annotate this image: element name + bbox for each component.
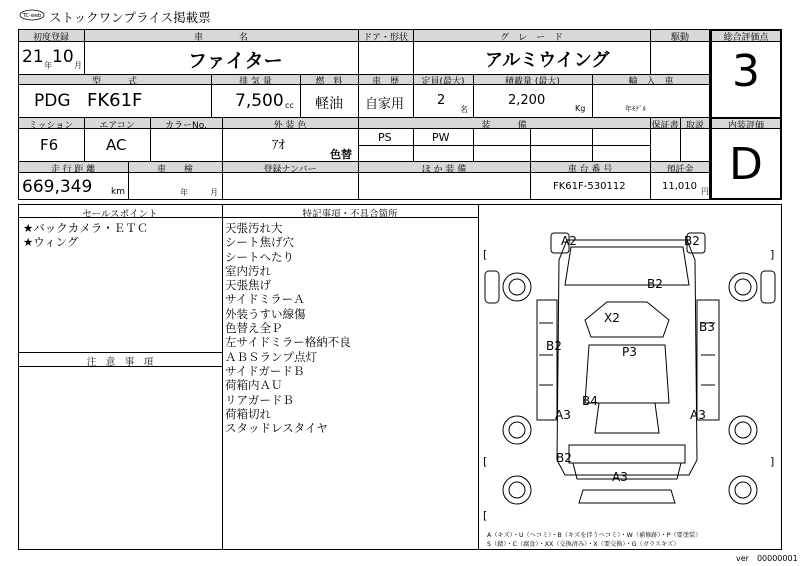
model-prefix: PDG	[34, 91, 71, 111]
label-inspection: 車 検	[156, 165, 193, 175]
label-capacity: 定員(最大)	[421, 77, 465, 87]
label-load: 積載量 (最大)	[505, 77, 560, 87]
list-item: 室内汚れ	[225, 263, 271, 278]
exterior-color: ｱｵ	[272, 138, 285, 153]
reg-year: 21	[22, 47, 44, 67]
label-exterior-color: 外 装 色	[273, 121, 307, 131]
equip-ps: PS	[378, 131, 392, 144]
list-item: サイドミラーＡ	[225, 292, 305, 307]
mark-b3: B3	[699, 320, 715, 334]
damage-diagram	[479, 205, 781, 549]
list-item: スタッドレスタイヤ	[225, 421, 328, 436]
displacement: 7,500	[235, 91, 284, 111]
label-drive: 駆動	[670, 33, 689, 43]
load: 2,200	[508, 93, 546, 108]
label-history: 車 歴	[371, 77, 399, 87]
mark-b2-left: B2	[546, 339, 562, 353]
deposit-unit: 円	[701, 187, 709, 196]
label-mission: ミッション	[28, 121, 74, 131]
label-mileage: 走 行 距 離	[50, 165, 96, 175]
reg-year-unit: 年	[44, 61, 52, 70]
label-other-equipment: ほ か 装 備	[421, 165, 467, 175]
mark-a3-left: A3	[555, 408, 571, 422]
label-model: 型 式	[91, 77, 137, 87]
capacity: 2	[437, 93, 446, 108]
reg-month: 10	[52, 47, 74, 67]
label-manual: 取説	[685, 121, 704, 131]
list-item: 天張焦げ	[225, 278, 271, 293]
label-fuel: 燃 料	[315, 77, 343, 87]
label-reg-number: 登録ナンバー	[263, 165, 317, 175]
reg-month-unit: 月	[74, 61, 82, 70]
model-year: 年ﾓﾃﾞﾙ	[625, 105, 646, 113]
sales-point-list	[23, 221, 148, 250]
list-item: リアガードＢ	[225, 392, 294, 407]
mark-b2-top: B2	[684, 234, 700, 248]
aircon: AC	[106, 136, 127, 154]
color-changed: 色替	[330, 148, 352, 161]
label-first-reg: 初度登録	[32, 33, 69, 43]
notes-list	[225, 221, 351, 435]
label-total-score: 総合評価点	[723, 33, 769, 43]
label-warranty: 保証書	[651, 121, 679, 131]
label-import: 輸 入 車	[628, 77, 674, 87]
list-item: ★ウィング	[23, 235, 79, 250]
version: ver 00000001	[736, 554, 798, 563]
mark-b4: B4	[582, 394, 598, 408]
mark-x2: X2	[604, 311, 620, 325]
car-name: ファイター	[188, 50, 283, 72]
grade: アルミウイング	[485, 50, 610, 71]
mark-b2-bottom: B2	[556, 451, 572, 465]
mark-a3-bottom: A3	[612, 470, 628, 484]
label-sales-point: セールスポイント	[82, 209, 158, 220]
mission: F6	[40, 136, 59, 154]
deposit: 11,010	[662, 181, 697, 192]
displacement-unit: cc	[285, 101, 294, 110]
svg-text:[: [	[483, 248, 488, 261]
svg-text:[: [	[483, 455, 488, 468]
load-unit: Kg	[575, 104, 586, 113]
list-item: 天張汚れ大	[225, 221, 283, 235]
list-item: 荷箱内ＡＵ	[225, 378, 283, 393]
capacity-unit: 名	[460, 105, 468, 114]
mark-a3-right: A3	[690, 408, 706, 422]
fuel: 軽油	[315, 96, 343, 112]
label-caution: 注 意 事 項	[86, 357, 154, 368]
list-item: 左サイドミラー格納不良	[225, 335, 351, 350]
label-equipment: 装 備	[481, 121, 527, 131]
svg-text:]: ]	[770, 248, 775, 261]
chassis-no: FK61F-530112	[553, 181, 626, 192]
page-title: ストックワンプライス掲載票	[49, 10, 211, 25]
label-interior-score: 内装評価	[727, 121, 764, 131]
inspection-year: 年	[180, 188, 188, 197]
svg-text:[: [	[483, 509, 488, 522]
interior-score: D	[729, 139, 763, 190]
list-item: シートへたり	[225, 249, 294, 264]
mark-p3: P3	[622, 345, 637, 359]
mark-a2: A2	[561, 234, 577, 248]
label-notes: 特記事項・不具合箇所	[302, 209, 398, 220]
list-item: シート焦げ穴	[225, 235, 294, 250]
label-displacement: 排 気 量	[239, 77, 272, 87]
history: 自家用	[365, 97, 405, 112]
list-item: 外装うすい線傷	[225, 306, 306, 321]
logo	[19, 7, 45, 21]
svg-text:]: ]	[770, 455, 775, 468]
label-grade: グ レ ー ド	[499, 33, 563, 43]
mileage-unit: km	[111, 187, 125, 197]
equip-pw: PW	[432, 131, 450, 144]
list-item: 色替え全Ｐ	[225, 321, 283, 336]
label-deposit: 預託金	[666, 165, 694, 175]
label-door-shape: ドア・形状	[363, 33, 408, 43]
list-item: サイドガードＢ	[225, 363, 305, 378]
svg-text:TC-web: TC-web	[22, 13, 42, 19]
inspection-month: 月	[210, 188, 218, 197]
list-item: ★バックカメラ・ＥＴＣ	[23, 221, 149, 235]
total-score: 3	[732, 46, 760, 97]
legend-line-1: A（キズ）・U（ヘコミ）・B（キズを伴うヘコミ）・W（補修跡）・P（要塗装）	[487, 532, 702, 539]
mark-b2-upper: B2	[647, 277, 663, 291]
label-color-no: カラーNo.	[165, 121, 207, 131]
legend-line-2: S（錆）・C（腐食）・XX（交換済み）・X（要交換）・G（ガラスキズ）	[487, 541, 680, 548]
label-chassis-no: 車 台 番 号	[567, 165, 613, 175]
list-item: 荷箱切れ	[225, 406, 271, 421]
list-item: ＡＢＳランプ点灯	[225, 349, 317, 364]
label-car-name: 車 名	[193, 33, 248, 43]
label-aircon: エアコン	[99, 121, 135, 131]
mileage: 669,349	[22, 177, 93, 197]
model-code: FK61F	[87, 90, 143, 111]
